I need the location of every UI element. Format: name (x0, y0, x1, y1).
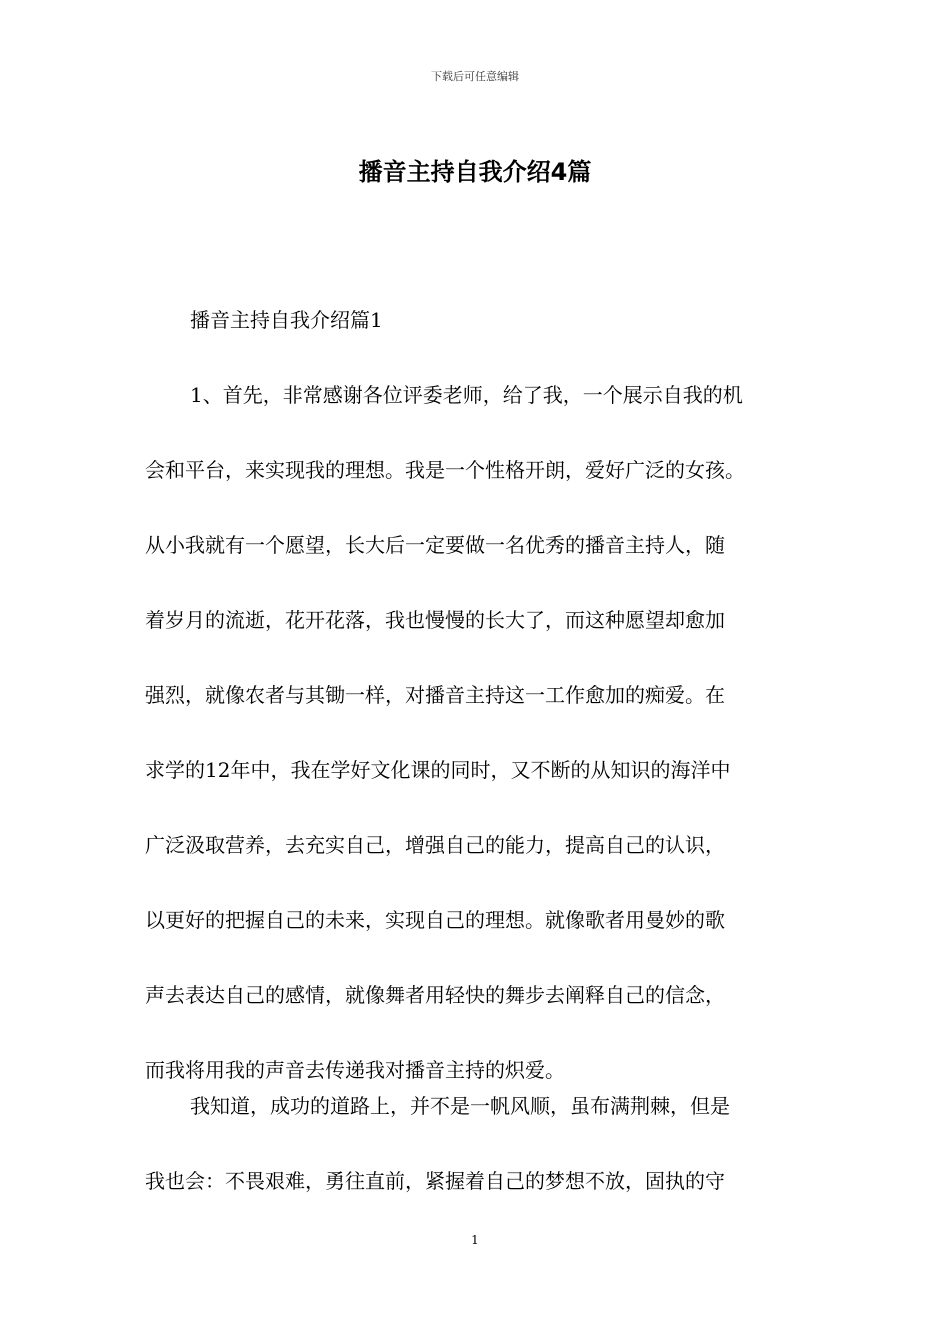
paragraph-line: 而我将用我的声音去传递我对播音主持的炽爱。 (145, 1058, 565, 1082)
paragraph-line: 1、首先，非常感谢各位评委老师，给了我，一个展示自我的机 (190, 383, 743, 407)
paragraph-line: 广泛汲取营养，去充实自己，增强自己的能力，提高自己的认识， (145, 833, 725, 857)
paragraph-line: 从小我就有一个愿望，长大后一定要做一名优秀的播音主持人，随 (145, 533, 725, 557)
header-note: 下载后可任意编辑 (431, 70, 519, 83)
paragraph-line: 我也会：不畏艰难，勇往直前，紧握着自己的梦想不放，固执的守 (145, 1169, 725, 1193)
paragraph-line: 着岁月的流逝，花开花落，我也慢慢的长大了，而这种愿望却愈加 (145, 608, 725, 632)
paragraph-line: 以更好的把握自己的未来，实现自己的理想。就像歌者用曼妙的歌 (145, 908, 725, 932)
paragraph-line: 求学的12年中，我在学好文化课的同时，又不断的从知识的海洋中 (145, 758, 731, 782)
paragraph-1 (145, 358, 810, 1108)
section-heading: 播音主持自我介绍篇1 (190, 308, 383, 332)
paragraph-line: 强烈，就像农者与其锄一样，对播音主持这一工作愈加的痴爱。在 (145, 683, 725, 707)
paragraph-line: 会和平台，来实现我的理想。我是一个性格开朗，爱好广泛的女孩。 (145, 458, 745, 482)
paragraph-2 (145, 1069, 810, 1219)
document-title: 播音主持自我介绍4篇 (358, 158, 592, 186)
paragraph-line: 声去表达自己的感情，就像舞者用轻快的舞步去阐释自己的信念， (145, 983, 725, 1007)
paragraph-line: 我知道，成功的道路上，并不是一帆风顺，虽布满荆棘，但是 (190, 1094, 730, 1118)
page-number: 1 (471, 1233, 479, 1247)
